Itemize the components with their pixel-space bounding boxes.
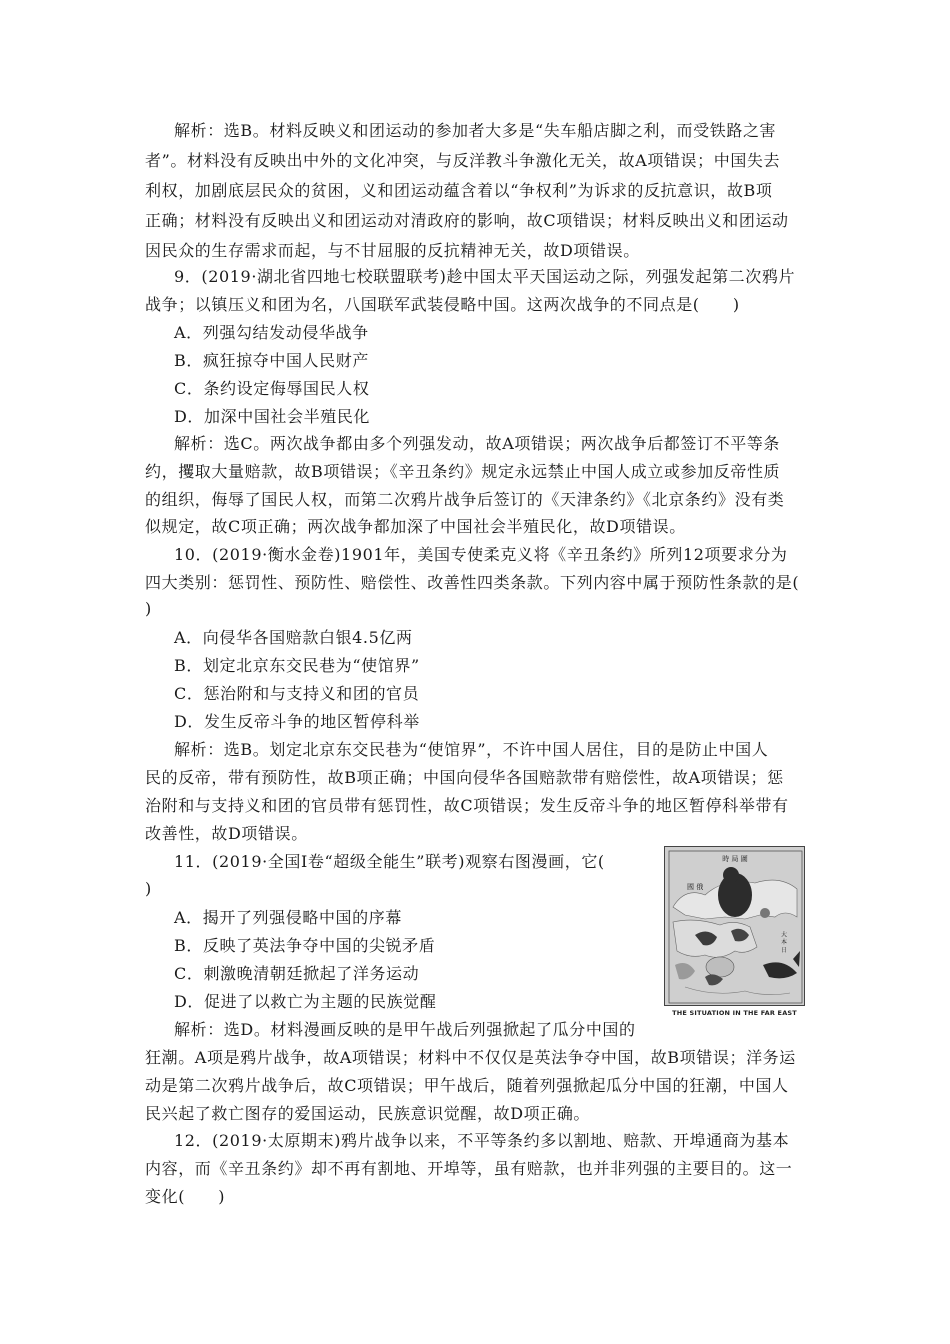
- text-line: 因民众的生存需求而起，与不甘屈服的反抗精神无关，故D项错误。: [145, 241, 640, 260]
- option-c: C．惩治附和与支持义和团的官员: [174, 684, 420, 703]
- text-line: 约，攫取大量赔款，故B项错误；《辛丑条约》规定永远禁止中国人成立或参加反帝性质: [145, 462, 781, 481]
- text-line: 改善性，故D项错误。: [145, 824, 308, 843]
- text-line: 解析：选B。划定北京东交民巷为“使馆界”，不许中国人居住，目的是防止中国人: [174, 740, 769, 759]
- option-b: B．疯狂掠夺中国人民财产: [174, 351, 369, 370]
- cartoon-figure: [664, 846, 805, 1020]
- text-line: 动是第二次鸦片战争后，故C项错误；甲午战后，随着列强掀起瓜分中国的狂潮，中国人: [145, 1076, 789, 1095]
- question-10-stem: 10．(2019·衡水金卷)1901年，美国专使柔克义将《辛丑条约》所列12项要求分为: [174, 545, 788, 564]
- question-10-stem: ): [145, 599, 152, 618]
- cartoon-title: 時 局 圖: [722, 855, 748, 863]
- option-c: C．刺激晚清朝廷掀起了洋务运动: [174, 964, 420, 983]
- text-line: 解析：选C。两次战争都由多个列强发动，故A项错误；两次战争后都签订不平等条: [174, 434, 780, 453]
- option-c: C．条约设定侮辱国民人权: [174, 379, 370, 398]
- cartoon-caption: THE SITUATION IN THE FAR EAST: [672, 1009, 797, 1017]
- text-line: 者”。材料没有反映出中外的文化冲突，与反洋教斗争激化无关，故A项错误；中国失去: [145, 151, 781, 170]
- text-line: 利权，加剧底层民众的贫困，义和团运动蕴含着以“争权利”为诉求的反抗意识，故B项: [145, 181, 773, 200]
- cartoon-image: [664, 846, 805, 1006]
- text-line: 治附和与支持义和团的官员带有惩罚性，故C项错误；发生反帝斗争的地区暂停科举带有: [145, 796, 789, 815]
- option-b: B．划定北京东交民巷为“使馆界”: [174, 656, 420, 675]
- text-line: 民兴起了救亡图存的爱国运动，民族意识觉醒，故D项正确。: [145, 1104, 591, 1123]
- text-line: 民的反帝，带有预防性，故B项正确；中国向侵华各国赔款带有赔偿性，故A项错误；惩: [145, 768, 784, 787]
- option-d: D．发生反帝斗争的地区暂停科举: [174, 712, 420, 731]
- text-line: 解析：选D。材料漫画反映的是甲午战后列强掀起了瓜分中国的: [174, 1020, 636, 1039]
- option-a: A．向侵华各国赔款白银4.5亿两: [174, 628, 413, 647]
- question-11-stem: 11．(2019·全国Ⅰ卷“超级全能生”联考)观察右图漫画，它(: [174, 852, 605, 871]
- text-line: 解析：选B。材料反映义和团运动的参加者大多是“失车船店脚之利，而受铁路之害: [174, 121, 777, 140]
- option-d: D．加深中国社会半殖民化: [174, 407, 371, 426]
- option-b: B．反映了英法争夺中国的尖锐矛盾: [174, 936, 436, 955]
- label-russia: 國 俄: [687, 883, 704, 891]
- option-a: A．揭开了列强侵略中国的序幕: [174, 908, 402, 927]
- text-line: 似规定，故C项正确；两次战争都加深了中国社会半殖民化，故D项错误。: [145, 517, 686, 536]
- cartoon-map-drawing: [665, 847, 805, 1006]
- label-japan: 大 本 日: [779, 931, 787, 953]
- text-line: 正确；材料没有反映出义和团运动对清政府的影响，故C项错误；材料反映出义和团运动: [145, 211, 789, 230]
- question-12-stem: 12．(2019·太原期末)鸦片战争以来，不平等条约多以割地、赔款、开埠通商为基本: [174, 1131, 790, 1150]
- option-a: A．列强勾结发动侵华战争: [174, 323, 369, 342]
- text-line: 狂潮。A项是鸦片战争，故A项错误；材料中不仅仅是英法争夺中国，故B项错误；洋务运: [145, 1048, 796, 1067]
- question-11-stem: ): [145, 879, 152, 898]
- option-d: D．促进了以救亡为主题的民族觉醒: [174, 992, 437, 1011]
- question-12-stem: 变化( ): [145, 1187, 226, 1206]
- question-9-stem: 战争；以镇压义和团为名，八国联军武装侵略中国。这两次战争的不同点是( ): [145, 295, 740, 314]
- question-10-stem: 四大类别：惩罚性、预防性、赔偿性、改善性四类条款。下列内容中属于预防性条款的是(: [145, 573, 800, 592]
- question-9-stem: 9．(2019·湖北省四地七校联盟联考)趁中国太平天国运动之际，列强发起第二次鸦片: [174, 267, 796, 286]
- question-12-stem: 内容，而《辛丑条约》却不再有割地、开埠等，虽有赔款，也并非列强的主要目的。这一: [145, 1159, 793, 1178]
- text-line: 的组织，侮辱了国民人权，而第二次鸦片战争后签订的《天津条约》《北京条约》没有类: [145, 490, 785, 509]
